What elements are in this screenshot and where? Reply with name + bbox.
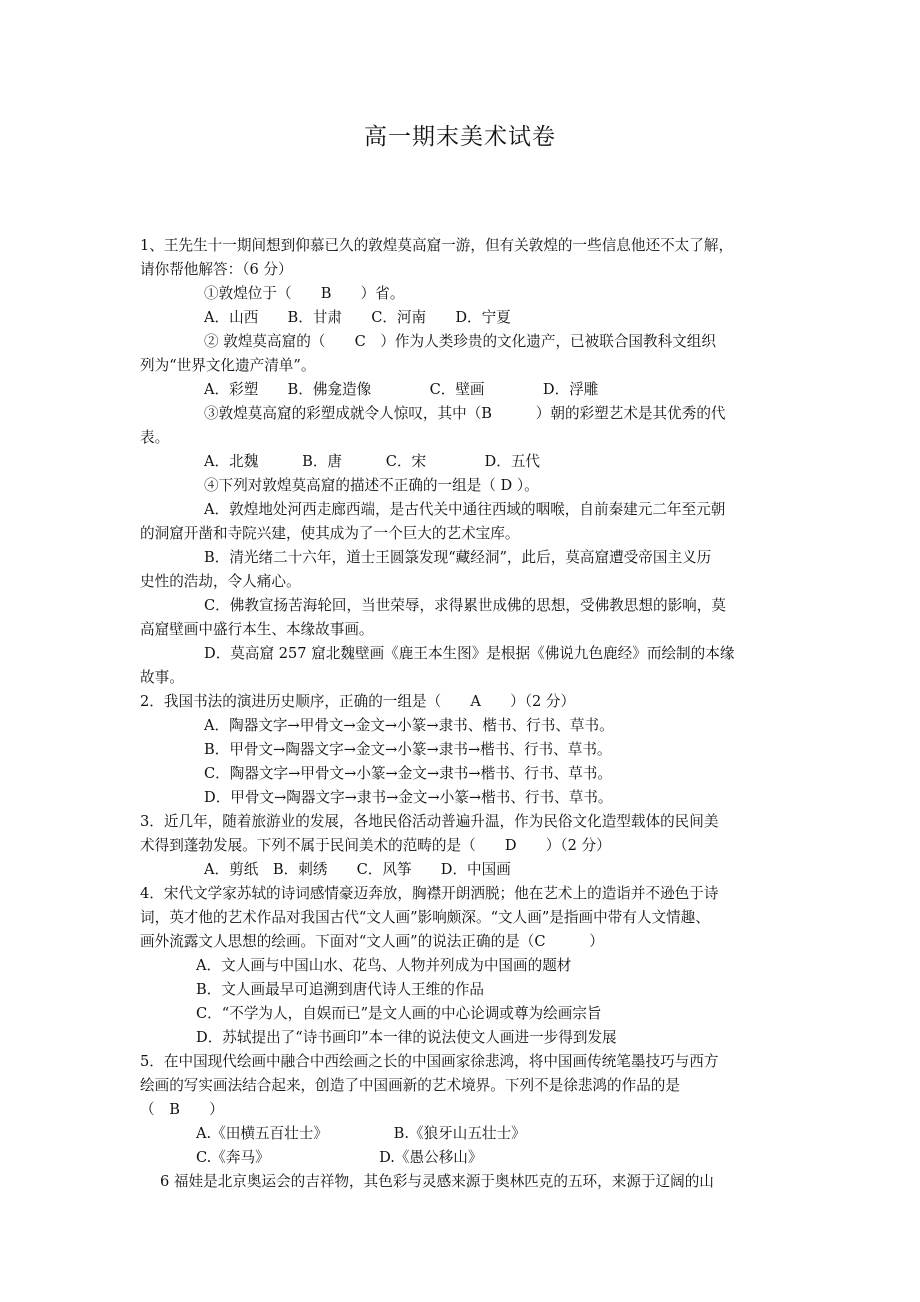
question-1-sub-4-option-c-cont: 高窟壁画中盛行本生、本缘故事画。	[140, 621, 374, 638]
question-1-sub-3-options: A．北魏 B．唐 C．宋 D．五代	[204, 453, 541, 470]
question-2-option-a: A．陶器文字→甲骨文→金文→小篆→隶书、楷书、行书、草书。	[204, 717, 614, 734]
question-1-sub-1-options: A．山西 B．甘肃 C．河南 D．宁夏	[204, 309, 511, 326]
question-1-sub-4-option-a-cont: 的洞窟开凿和寺院兴建，使其成为了一个巨大的艺术宝库。	[140, 525, 520, 542]
question-2-option-c: C．陶器文字→甲骨文→小篆→金文→隶书→楷书、行书、草书。	[204, 765, 612, 782]
question-1-sub-4-option-d: D．莫高窟 257 窟北魏壁画《鹿王本生图》是根据《佛说九色鹿经》而绘制的本缘	[204, 645, 735, 662]
question-1-sub-2: ② 敦煌莫高窟的（ C ）作为人类珍贵的文化遗产，已被联合国教科文组织	[204, 333, 716, 350]
question-4-line-1: 4．宋代文学家苏轼的诗词感情豪迈奔放，胸襟开朗洒脱；他在艺术上的造诣并不逊色于诗	[140, 885, 719, 902]
question-1-sub-4: ④下列对敦煌莫高窟的描述不正确的一组是（ D ）。	[204, 477, 539, 494]
question-5-options-cd: C.《奔马》 D.《愚公移山》	[196, 1149, 483, 1166]
question-5-line-1: 5．在中国现代绘画中融合中西绘画之长的中国画家徐悲鸿，将中国画传统笔墨技巧与西方	[140, 1053, 719, 1070]
question-4-option-d: D．苏轼提出了“诗书画印”本一律的说法使文人画进一步得到发展	[196, 1029, 617, 1046]
question-1-sub-4-option-b: B．清光绪二十六年，道士王圆箓发现“藏经洞”，此后，莫高窟遭受帝国主义历	[204, 549, 712, 566]
question-2-option-b: B．甲骨文→陶器文字→金文→小篆→隶书→楷书、行书、草书。	[204, 741, 612, 758]
question-1-sub-3: ③敦煌莫高窟的彩塑成就令人惊叹，其中（B ）朝的彩塑艺术是其优秀的代	[204, 405, 726, 422]
question-2: 2．我国书法的演进历史顺序，正确的一组是（ A ）（2 分）	[140, 693, 576, 710]
question-1-sub-2-options: A．彩塑 B．佛龛造像 C．壁画 D．浮雕	[204, 381, 599, 398]
question-4-line-3: 画外流露文人思想的绘画。下面对“文人画”的说法正确的是（C ）	[140, 933, 604, 950]
question-3-line-2: 术得到蓬勃发展。下列不属于民间美术的范畴的是（ D ）（2 分）	[140, 837, 611, 854]
question-4-option-b: B．文人画最早可追溯到唐代诗人王维的作品	[196, 981, 485, 998]
question-4-line-2: 词，英才他的艺术作品对我国古代“文人画”影响颇深。“文人画”是指画中带有人文情趣、	[140, 909, 710, 926]
question-1-sub-4-option-c: C．佛教宣扬苦海轮回，当世荣辱，求得累世成佛的思想，受佛教思想的影响，莫	[204, 597, 726, 614]
question-5-line-2: 绘画的写实画法结合起来，创造了中国画新的艺术境界。下列不是徐悲鸿的作品的是	[140, 1077, 680, 1094]
question-2-option-d: D．甲骨文→陶器文字→隶书→金文→小篆→楷书、行书、草书。	[204, 789, 613, 806]
question-1-sub-4-option-a: A．敦煌地处河西走廊西端，是古代关中通往西域的咽喉，自前秦建元二年至元朝	[204, 501, 726, 518]
question-1-sub-4-option-b-cont: 史性的浩劫，令人痛心。	[140, 573, 301, 590]
question-5-answer: （ B ）	[140, 1101, 224, 1118]
question-3-line-1: 3．近几年，随着旅游业的发展，各地民俗活动普遍升温，作为民俗文化造型载体的民间美	[140, 813, 719, 830]
question-1-sub-2-cont: 列为“世界文化遗产清单”。	[140, 357, 316, 374]
question-6-line-1: 6 福娃是北京奥运会的吉祥物，其色彩与灵感来源于奥林匹克的五环，来源于辽阔的山	[160, 1173, 714, 1190]
page-title: 高一期末美术试卷	[364, 124, 556, 150]
question-3-options: A．剪纸 B．刺绣 C．风筝 D．中国画	[204, 861, 511, 878]
question-1-line-1: 1、王先生十一期间想到仰慕已久的敦煌莫高窟一游，但有关敦煌的一些信息他还不太了解，	[140, 237, 734, 254]
question-1-sub-4-option-d-cont: 故事。	[140, 669, 184, 686]
question-5-options-ab: A.《田横五百壮士》 B.《狼牙山五壮士》	[196, 1125, 526, 1142]
question-1-sub-1: ①敦煌位于（ B ）省。	[204, 285, 405, 302]
question-1-line-2: 请你帮他解答：（6 分）	[140, 261, 293, 278]
question-4-option-c: C．“不学为人，自娱而已”是文人画的中心论调或尊为绘画宗旨	[196, 1005, 602, 1022]
question-1-sub-3-cont: 表。	[140, 429, 170, 446]
question-4-option-a: A．文人画与中国山水、花鸟、人物并列成为中国画的题材	[196, 957, 572, 974]
